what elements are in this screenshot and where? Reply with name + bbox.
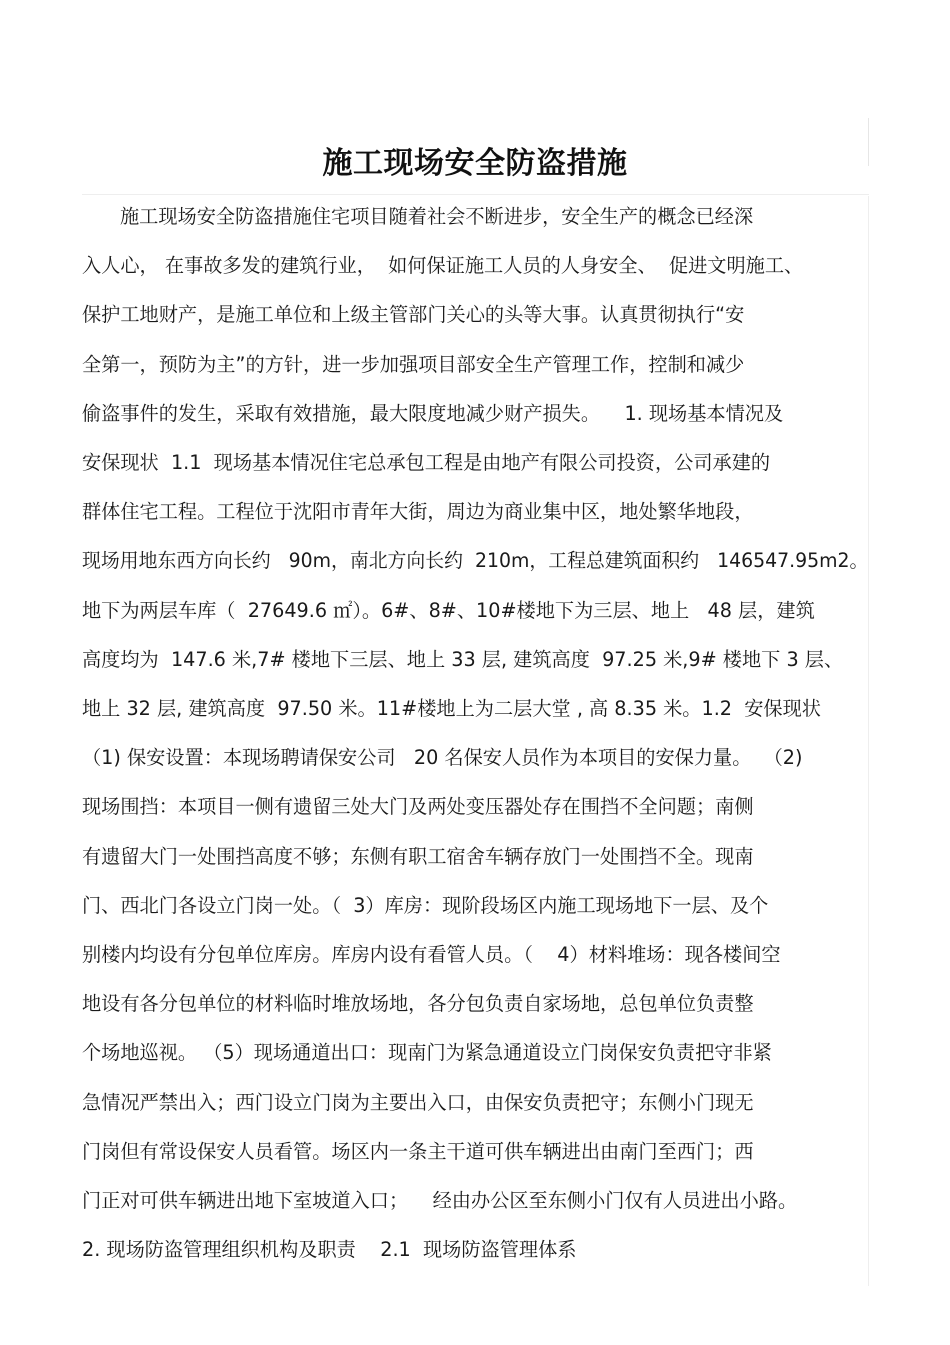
paragraph-line: 别楼内均设有分包单位库房。库房内设有看管人员。（ 4）材料堆场：现各楼间空: [82, 943, 781, 966]
paragraph-line: 门、西北门各设立门岗一处。（ 3）库房：现阶段场区内施工现场地下一层、及个: [82, 893, 769, 917]
paragraph-line: 急情况严禁出入；西门设立门岗为主要出入口，由保安负责把守；东侧小门现无: [82, 1090, 754, 1114]
paragraph-line: 有遗留大门一处围挡高度不够；东侧有职工宿舍车辆存放门一处围挡不全。现南: [82, 844, 754, 868]
paragraph-line: 全第一，预防为主”的方针，进一步加强项目部安全生产管理工作，控制和减少: [82, 352, 745, 376]
paragraph-line: 偷盗事件的发生，采取有效措施，最大限度地减少财产损失。 1. 现场基本情况及: [82, 401, 784, 425]
paragraph-line: 地上 32 层, 建筑高度 97.50 米。11#楼地上为二层大堂 , 高 8.35 米。1.2 安保现状: [82, 697, 821, 720]
paragraph-line: 2. 现场防盗管理组织机构及职责 2.1 现场防盗管理体系: [82, 1238, 577, 1262]
paragraph-line: 地设有各分包单位的材料临时堆放场地，各分包负责自家场地，总包单位负责整: [82, 992, 754, 1016]
paragraph-line: 保护工地财产，是施工单位和上级主管部门关心的头等大事。认真贯彻执行“安: [82, 303, 745, 327]
paragraph-line: 高度均为 147.6 米,7# 楼地下三层、地上 33 层, 建筑高度 97.25 米,9# 楼地下 3 层、: [82, 647, 844, 671]
paragraph-line: 入人心， 在事故多发的建筑行业， 如何保证施工人员的人身安全、 促进文明施工、: [82, 254, 804, 278]
paragraph-line: 施工现场安全防盗措施住宅项目随着社会不断进步，安全生产的概念已经深: [120, 205, 754, 228]
paragraph-line: 门正对可供车辆进出地下室坡道入口； 经由办公区至东侧小门仅有人员进出小路。: [82, 1189, 798, 1212]
paragraph-line: 个场地巡视。 （5）现场通道出口：现南门为紧急通道设立门岗保安负责把守非紧: [82, 1041, 772, 1065]
paragraph-line: 门岗但有常设保安人员看管。场区内一条主干道可供车辆进出由南门至西门；西: [82, 1139, 754, 1163]
paragraph-line: 现场围挡：本项目一侧有遗留三处大门及两处变压器处存在围挡不全问题；南侧: [82, 795, 754, 819]
paragraph-line: 地下为两层车库（ 27649.6 ㎡）。6#、8#、10#楼地下为三层、地上 48 层，建筑: [82, 598, 815, 622]
paragraph-line: 现场用地东西方向长约 90m，南北方向长约 210m，工程总建筑面积约 146547.95m2。: [82, 549, 869, 573]
paragraph-line: 群体住宅工程。工程位于沈阳市青年大街，周边为商业集中区，地处繁华地段，: [82, 500, 754, 524]
paragraph-line: （1) 保安设置：本现场聘请保安公司 20 名保安人员作为本项目的安保力量。 （2): [82, 746, 803, 770]
document-title: 施工现场安全防盗措施: [322, 146, 628, 182]
paragraph-line: 安保现状 1.1 现场基本情况住宅总承包工程是由地产有限公司投资，公司承建的: [82, 451, 771, 474]
